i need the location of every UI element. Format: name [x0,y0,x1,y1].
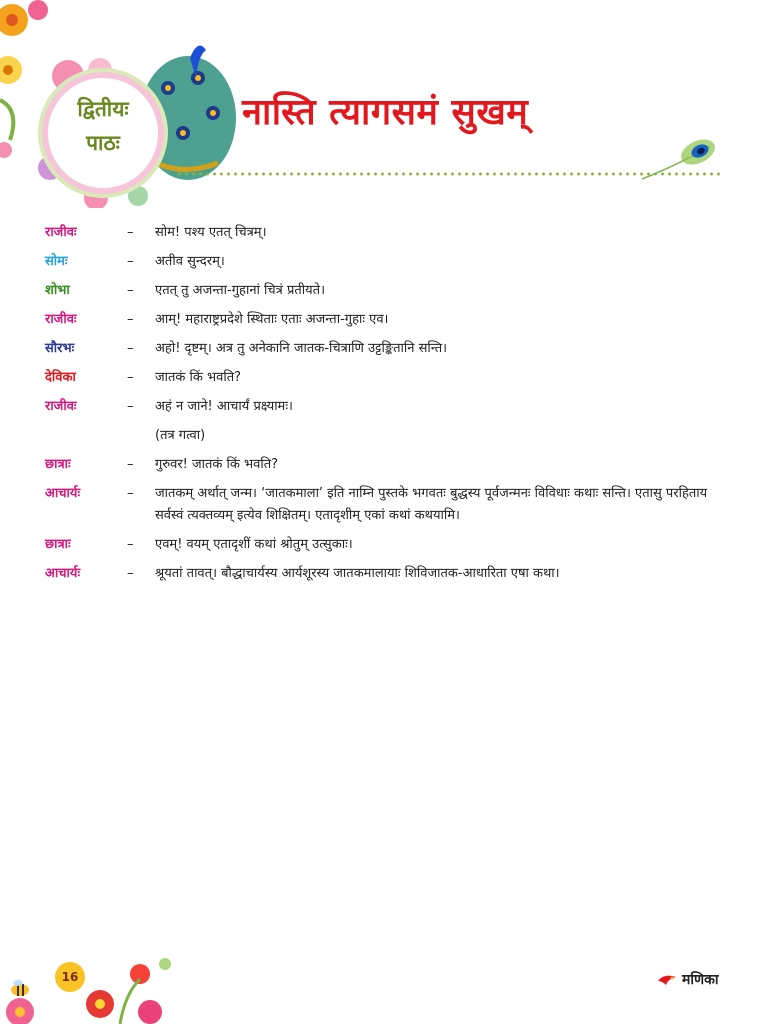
dash: – [127,370,134,385]
speaker-name: राजीवः [45,399,77,414]
speaker-name: सौरभः [45,341,75,356]
dash: – [127,225,134,240]
dialogue-line: एतत् तु अजन्ता-गुहानां चित्रं प्रतीयते। [155,283,326,298]
speaker-name: छात्राः [45,537,71,552]
dialogue-row [45,222,725,244]
dialogue-line: अहं न जाने! आचार्यं प्रक्ष्यामः। [155,399,293,414]
dialogue-line: अतीव सुन्दरम्। [155,254,225,269]
dialogue-row [45,251,725,273]
badge-line-2: पाठः [86,131,120,155]
lesson-title: नास्ति त्यागसमं सुखम् [242,92,529,133]
speaker-name: शोभा [45,283,70,298]
peacock-feather-icon [640,134,720,184]
brand-mark-icon [656,973,678,987]
dash: – [127,537,134,552]
dialogue-row [45,396,725,418]
speaker-name: छात्राः [45,457,71,472]
dialogue-row [45,454,725,476]
dialogue-row [45,563,725,585]
dialogue-line: श्रूयतां तावत्। बौद्धाचार्यस्य आर्यशूरस्य जातकमालायाः शिविजातक-आधारिता एषा कथा। [155,566,560,581]
dialogue-line: आम्! महाराष्ट्रप्रदेशे स्थिताः एताः अजन्ता-गुहाः एव। [155,312,389,327]
dialogue-row [45,534,725,556]
dash: – [127,312,134,327]
dialogue-line: एवम्! वयम् एतादृशीं कथां श्रोतुम् उत्सुकाः। [155,537,353,552]
dialogue-line: सोम! पश्य एतत् चित्रम्। [155,225,267,240]
dash: – [127,399,134,414]
dash: – [127,341,134,356]
dialogue-line: जातकं किं भवति? [155,370,242,385]
dialogue-row [45,367,725,389]
dialogue-line: जातकम् अर्थात् जन्म। ‘जातकमाला’ इति नाम्नि पुस्तके भगवतः बुद्धस्य पूर्वजन्मनः विविधाः कथाः सन्ति। एतासु परहिताय सर्वस्वं त्यक्तव्यम् इत्येव शिक्षितम्। एतादृशीम् एकां कथां कथयामि। [155,486,708,523]
dialogue-line: गुरुवर! जातकं किं भवति? [155,457,279,472]
badge-text [52,92,154,160]
dash: – [127,566,134,581]
speaker-name: सोमः [45,254,68,269]
dash: – [127,254,134,269]
dash: – [127,283,134,298]
stage-direction: (तत्र गत्वा) [155,428,206,443]
speaker-name: आचार्यः [45,486,81,501]
dash: – [127,486,134,501]
dialogue-line: अहो! दृष्टम्। अत्र तु अनेकानि जातक-चित्राणि उट्टङ्कितानि सन्ति। [155,341,448,356]
dialogue-row [45,309,725,331]
speaker-name: देविका [45,370,76,385]
speaker-name: राजीवः [45,312,77,327]
brand-name: मणिका [682,972,719,988]
brand [656,970,719,989]
dialogue-row [45,338,725,360]
badge-line-1: द्वितीयः [77,97,129,121]
bee-icon [6,978,34,998]
page-number: 16 [55,962,85,992]
dialogue [45,222,725,592]
dialogue-row [45,483,725,527]
speaker-name: राजीवः [45,225,77,240]
speaker-name: आचार्यः [45,566,81,581]
dialogue-row [45,280,725,302]
dash: – [127,457,134,472]
